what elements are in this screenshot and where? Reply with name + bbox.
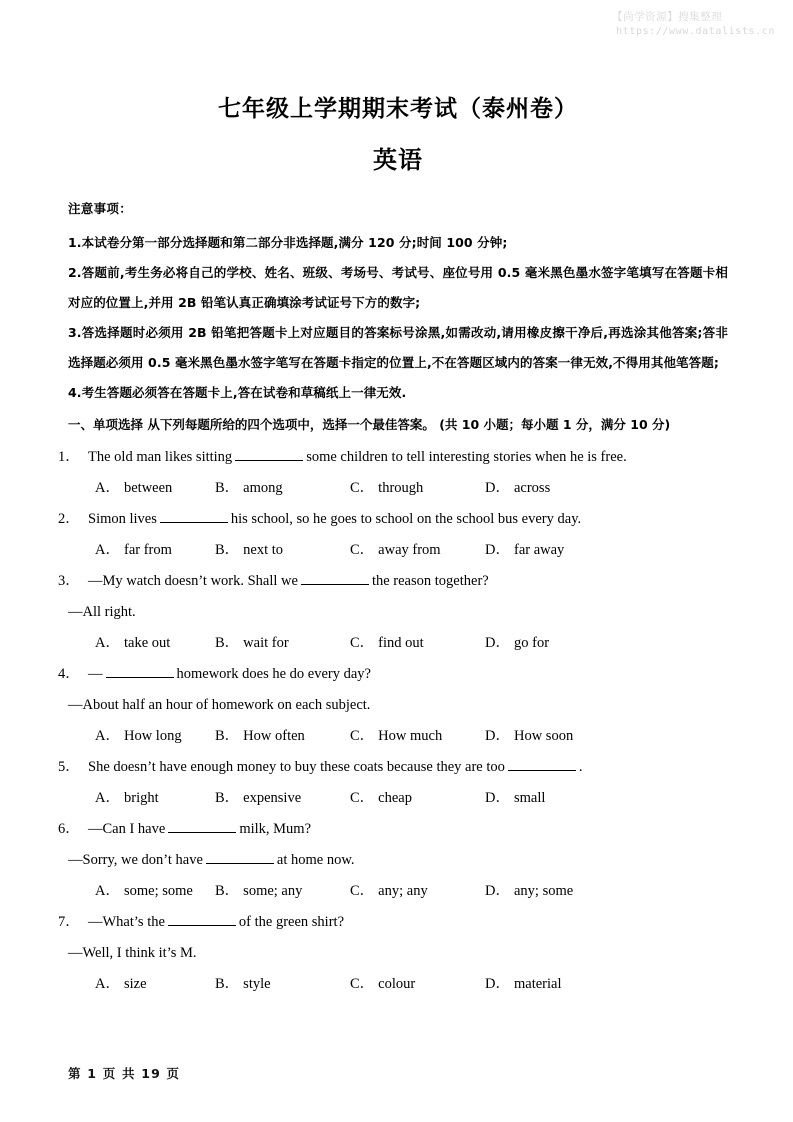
instruction-item: 2.答题前,考生务必将自己的学校、姓名、班级、考场号、考试号、座位号用 0.5 毫米黑色墨水签字笔填写在答题卡相对应的位置上,并用 2B 铅笔认真正确填涂考试证号下方的数字; <box>68 265 728 311</box>
option-separator: ． <box>495 542 510 559</box>
option-separator: ． <box>359 883 375 900</box>
question-text-after-blank: milk, Mum? <box>239 821 312 838</box>
option-label: across <box>513 480 551 497</box>
option-c[interactable] <box>350 628 424 659</box>
option-row <box>68 969 728 1000</box>
option-row <box>68 721 728 752</box>
instruction-item: 4.考生答题必须答在答题卡上,答在试卷和草稿纸上一律无效. <box>68 385 407 401</box>
question-number: 5． <box>58 759 80 776</box>
instruction-item: 1.本试卷分第一部分选择题和第二部分非选择题,满分 120 分;时间 100 分钟; <box>68 235 508 251</box>
question-stem <box>58 907 728 938</box>
option-separator: ． <box>359 480 375 497</box>
question-stem <box>58 504 728 535</box>
option-separator: ． <box>495 976 510 993</box>
option-row <box>68 628 728 659</box>
answer-blank[interactable] <box>160 509 228 523</box>
option-separator: ． <box>359 728 375 745</box>
option-label: far away <box>513 542 565 559</box>
question-text-after-blank: some children to tell interesting stories when he is free. <box>306 449 627 466</box>
option-a[interactable] <box>95 628 170 659</box>
option-key: D <box>485 635 496 652</box>
option-label: some; some <box>123 883 193 900</box>
question-text-after-blank: the reason together? <box>371 573 489 590</box>
option-label: go for <box>513 635 550 652</box>
question-stem-continuation <box>68 845 728 876</box>
question-text-before-blank: She doesn’t have enough money to buy these coats because they are too <box>88 759 505 776</box>
continuation-text-before-blank: —Sorry, we don’t have <box>68 852 203 869</box>
option-key: B <box>215 480 225 497</box>
option-label: between <box>123 480 173 497</box>
option-row <box>68 876 728 907</box>
option-separator: ． <box>495 635 510 652</box>
option-d[interactable] <box>485 969 562 1000</box>
option-key: D <box>485 542 496 559</box>
option-label: colour <box>378 976 416 993</box>
option-d[interactable] <box>485 628 549 659</box>
answer-blank[interactable] <box>168 912 236 926</box>
option-separator: ． <box>105 542 120 559</box>
option-label: How much <box>378 728 443 745</box>
question-item <box>58 814 728 907</box>
option-label: among <box>243 480 283 497</box>
option-key: C <box>350 728 360 745</box>
option-b[interactable] <box>215 721 305 752</box>
option-c[interactable] <box>350 721 442 752</box>
option-separator: ． <box>105 480 120 497</box>
instruction-item: 3.答选择题时必须用 2B 铅笔把答题卡上对应题目的答案标号涂黑,如需改动,请用橡皮擦干净后,再选涂其他答案;答非选择题必须用 0.5 毫米黑色墨水签字笔写在答题卡指定的位置上,不在答题区域内的答案一律无效,不得用其他笔答题; <box>68 325 728 371</box>
option-a[interactable] <box>95 969 147 1000</box>
question-number: 7． <box>58 914 80 931</box>
option-label: How often <box>243 728 305 745</box>
instructions-heading: 注意事项： <box>68 201 133 217</box>
answer-blank[interactable] <box>301 571 369 585</box>
question-number: 6． <box>58 821 80 838</box>
option-d[interactable] <box>485 721 573 752</box>
answer-blank[interactable] <box>235 447 303 461</box>
option-key: A <box>95 790 106 807</box>
answer-blank[interactable] <box>206 850 274 864</box>
section-heading-multiple-choice: 一、单项选择 从下列每题所给的四个选项中，选择一个最佳答案。 (共 10 小题；每小题 1 分，满分 10 分) <box>68 417 671 433</box>
question-text-before-blank: —What’s the <box>88 914 165 931</box>
option-c[interactable] <box>350 473 423 504</box>
option-label: any; any <box>378 883 428 900</box>
question-text-after-blank: of the green shirt? <box>238 914 345 931</box>
option-key: B <box>215 976 225 993</box>
option-d[interactable] <box>485 876 573 907</box>
option-key: B <box>215 728 225 745</box>
option-separator: ． <box>224 635 240 652</box>
option-c[interactable] <box>350 783 412 814</box>
question-stem <box>58 814 728 845</box>
option-key: B <box>215 635 225 652</box>
option-label: find out <box>378 635 424 652</box>
question-number: 4． <box>58 666 80 683</box>
document-body <box>58 0 728 1000</box>
option-a[interactable] <box>95 721 182 752</box>
option-label: material <box>513 976 562 993</box>
answer-blank[interactable] <box>168 819 236 833</box>
option-d[interactable] <box>485 473 550 504</box>
question-stem <box>58 659 728 690</box>
continuation-text-after-blank: at home now. <box>276 852 355 869</box>
option-label: some; any <box>243 883 303 900</box>
option-key: B <box>215 883 225 900</box>
exam-instructions <box>68 202 728 408</box>
option-label: through <box>378 480 424 497</box>
option-separator: ． <box>495 728 510 745</box>
option-label: How soon <box>513 728 574 745</box>
question-stem <box>58 566 728 597</box>
option-separator: ． <box>105 728 120 745</box>
option-separator: ． <box>359 635 375 652</box>
question-stem-continuation: —All right. <box>68 604 136 621</box>
option-a[interactable] <box>95 473 172 504</box>
option-key: B <box>215 542 225 559</box>
option-key: A <box>95 480 106 497</box>
option-separator: ． <box>224 883 240 900</box>
question-stem <box>58 442 728 473</box>
option-key: A <box>95 728 106 745</box>
question-number: 2． <box>58 511 80 528</box>
page-title: 七年级上学期期末考试（泰州卷） <box>218 96 578 122</box>
option-label: size <box>123 976 147 993</box>
question-text-after-blank: his school, so he goes to school on the school bus every day. <box>230 511 582 528</box>
watermark-source-label: 【尚学资源】搜集整理 <box>612 11 723 23</box>
question-list <box>58 442 728 1000</box>
option-separator: ． <box>495 480 510 497</box>
question-text-after-blank: homework does he do every day? <box>176 666 371 683</box>
option-key: C <box>350 480 360 497</box>
watermark-url: https://www.datalists.cn <box>616 26 775 38</box>
question-text-before-blank: — <box>88 666 103 683</box>
page-footer: 第 1 页 共 19 页 <box>68 1066 181 1081</box>
option-key: D <box>485 480 496 497</box>
option-label: any; some <box>513 883 574 900</box>
option-key: A <box>95 635 106 652</box>
question-text-before-blank: —Can I have <box>88 821 166 838</box>
option-separator: ． <box>224 790 240 807</box>
option-label: away from <box>378 542 441 559</box>
option-b[interactable] <box>215 628 289 659</box>
option-separator: ． <box>105 635 120 652</box>
option-key: D <box>485 790 496 807</box>
option-label: cheap <box>378 790 412 807</box>
option-key: D <box>485 883 496 900</box>
option-separator: ． <box>224 976 240 993</box>
option-label: small <box>513 790 546 807</box>
option-key: C <box>350 883 360 900</box>
option-separator: ． <box>224 542 240 559</box>
option-row <box>68 535 728 566</box>
option-label: expensive <box>243 790 302 807</box>
option-key: D <box>485 976 496 993</box>
option-key: A <box>95 976 106 993</box>
option-b[interactable] <box>215 783 301 814</box>
question-stem <box>58 752 728 783</box>
option-label: take out <box>123 635 171 652</box>
question-text-before-blank: The old man likes sitting <box>88 449 233 466</box>
question-item <box>58 504 728 566</box>
option-key: D <box>485 728 496 745</box>
option-d[interactable] <box>485 783 545 814</box>
option-c[interactable] <box>350 535 441 566</box>
option-key: C <box>350 976 360 993</box>
question-item <box>58 659 728 752</box>
option-label: bright <box>123 790 159 807</box>
option-separator: ． <box>224 728 240 745</box>
option-a[interactable] <box>95 783 159 814</box>
option-label: wait for <box>243 635 289 652</box>
option-label: How long <box>123 728 182 745</box>
option-a[interactable] <box>95 876 193 907</box>
option-d[interactable] <box>485 535 564 566</box>
option-b[interactable] <box>215 535 283 566</box>
option-label: next to <box>243 542 284 559</box>
option-separator: ． <box>359 976 375 993</box>
option-key: C <box>350 635 360 652</box>
option-a[interactable] <box>95 535 172 566</box>
option-separator: ． <box>105 790 120 807</box>
answer-blank[interactable] <box>508 757 576 771</box>
subject-title: 英语 <box>373 145 423 174</box>
question-item <box>58 752 728 814</box>
question-item <box>58 566 728 659</box>
option-key: A <box>95 542 106 559</box>
answer-blank[interactable] <box>106 664 174 678</box>
question-stem-continuation: —About half an hour of homework on each subject. <box>68 697 371 714</box>
question-item <box>58 907 728 1000</box>
option-key: C <box>350 542 360 559</box>
option-separator: ． <box>105 976 120 993</box>
option-key: B <box>215 790 225 807</box>
question-item <box>58 442 728 504</box>
question-stem-continuation: —Well, I think it’s M. <box>68 945 197 962</box>
option-separator: ． <box>495 883 510 900</box>
question-text-before-blank: Simon lives <box>88 511 157 528</box>
option-row <box>68 473 728 504</box>
option-c[interactable] <box>350 969 415 1000</box>
option-c[interactable] <box>350 876 428 907</box>
option-key: A <box>95 883 106 900</box>
question-number: 1． <box>58 449 80 466</box>
option-separator: ． <box>495 790 510 807</box>
question-text-before-blank: —My watch doesn’t work. Shall we <box>88 573 298 590</box>
question-text-after-blank: . <box>578 759 583 776</box>
option-separator: ． <box>224 480 240 497</box>
option-separator: ． <box>105 883 120 900</box>
option-key: C <box>350 790 360 807</box>
option-separator: ． <box>359 790 375 807</box>
option-b[interactable] <box>215 473 283 504</box>
option-b[interactable] <box>215 876 302 907</box>
option-row <box>68 783 728 814</box>
option-separator: ． <box>359 542 375 559</box>
option-label: style <box>243 976 271 993</box>
question-number: 3． <box>58 573 80 590</box>
option-label: far from <box>123 542 172 559</box>
option-b[interactable] <box>215 969 271 1000</box>
